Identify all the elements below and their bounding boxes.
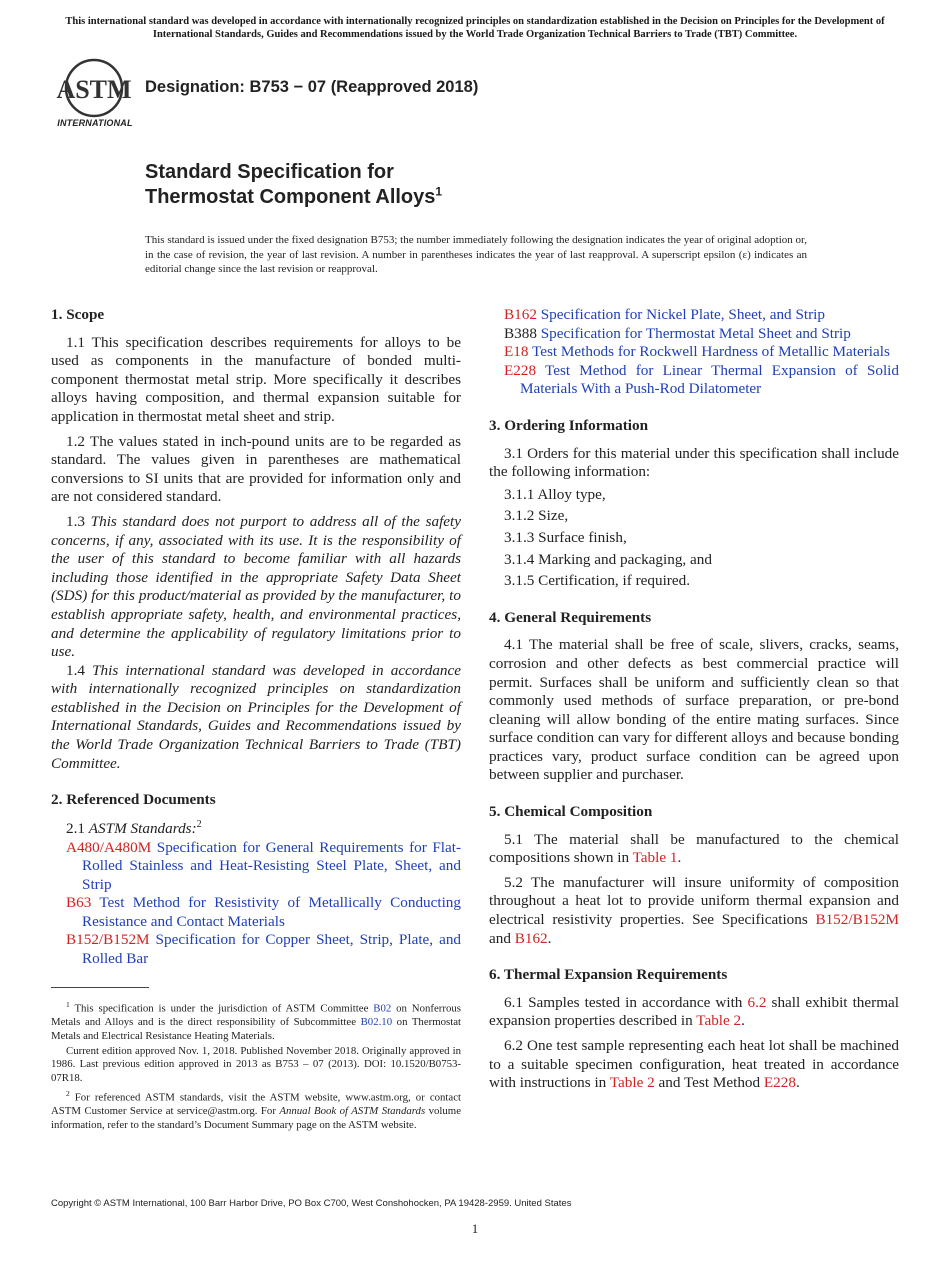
footnote-1 [51,998,461,1044]
ref-code[interactable]: B162 [504,306,537,323]
issue-note: This standard is issued under the fixed designation B753; the number immediately following the designation indicates the year of original adoption or, in the case of revision, the year of last revision. A number in parentheses indicates the year of last reapproval. A superscript epsilon (ε) indicates an editorial change since the last revision or reapproval. [145,234,807,275]
ref-code[interactable]: B152/B152M [66,931,150,949]
b162-link[interactable]: B162 [514,929,548,947]
para-5-1-end: . [677,849,682,867]
footnote-1-text-b: on Nonferrous Metals and Alloys and is the direct responsibility of Subcommittee [51,1002,461,1029]
para-1-3-number: 1.3 [66,512,85,530]
footnote-2-text-a: For referenced ASTM standards, visit the ASTM website, www.astm.org, or contact ASTM Customer Service at service@astm.org. For [51,1091,461,1118]
e228-link[interactable]: E228 [763,1074,796,1092]
table-2-link[interactable]: Table 2 [609,1074,655,1092]
para-6-2 [489,1037,899,1093]
para-6-1-text-a: 6.1 Samples tested in accordance with [504,993,748,1011]
ref-code[interactable]: E18 [504,343,529,361]
ref-code[interactable]: B63 [66,894,92,912]
ordering-item: 3.1.4 Marking and packaging, and [504,550,712,568]
para-5-2 [489,874,899,948]
ref-title[interactable]: Specification for Thermostat Metal Sheet and Strip [540,324,851,342]
para-6-2-end: . [795,1074,800,1092]
copyright-notice: Copyright © ASTM International, 100 Barr Harbor Drive, PO Box C700, West Conshohocken, PA 19428-2959. United States [51,1198,572,1209]
document-title [145,160,745,210]
para-6-2-text-a: 6.2 One test sample representing each heat lot shall be machined to a suitable specimen configuration, heat treated in accordance with instructions in [489,1037,899,1092]
section-6-2-link[interactable]: 6.2 [747,993,767,1011]
astm-logo [52,58,136,134]
para-1-1: 1.1 This specification describes requirements for alloys to be used as components in the manufacture of bonded multi-component thermostat metal strip. More specifically it describes alloys having composition, and thermal expansion suitable for application in thermostat metal sheet and strip. [51,333,461,425]
ref-item[interactable] [51,839,461,895]
ref-title[interactable]: Test Method for Resistivity of Metallically Conducting Resistance and Contact Materials [82,894,461,930]
ref-item[interactable] [489,343,899,362]
para-5-1-text: 5.1 The material shall be manufactured to the chemical compositions shown in [489,830,899,867]
left-column [51,306,461,1134]
footnote-divider [51,987,149,988]
para-1-4-number: 1.4 [66,661,85,679]
para-1-4-text: This international standard was developed in accordance with internationally recognized principles on standardization established in the Decision on Principles for the Development of International Standards, Guides and Recommendations issued by the World Trade Organization Technical Barriers to Trade (TBT) Committee. [51,661,462,772]
footnote-1-edition: Current edition approved Nov. 1, 2018. Published November 2018. Originally approved in 1986. Last previous edition approved in 2013 as B753 – 07 (2013). DOI: 10.1520/B0753-07R18. [51,1044,461,1085]
section-1-heading: 1. Scope [51,306,105,323]
title-footnote-mark: 1 [435,184,443,199]
para-2-1-number: 2.1 [66,819,85,837]
ref-code: B388 [504,324,537,342]
footnotes [51,998,461,1133]
para-5-2-end: . [547,929,552,947]
ordering-item: 3.1.1 Alloy type, [504,485,606,503]
para-5-2-mid: and [489,929,515,947]
ref-item[interactable] [51,931,461,968]
footnote-2-mark: 2 [196,818,202,830]
section-6-heading: 6. Thermal Expansion Requirements [489,966,728,984]
ref-title[interactable]: Specification for Nickel Plate, Sheet, and Strip [540,306,825,323]
para-5-2-text: 5.2 The manufacturer will insure uniformity of composition throughout a heat lot to provide uniform thermal expansion and electrical resistivity properties. See Specifications [489,873,899,929]
footnote-2-mark-text: 2 [66,1089,70,1099]
ref-code[interactable]: A480/A480M [66,838,152,856]
ref-item[interactable] [489,362,899,399]
section-2-heading: 2. Referenced Documents [51,791,216,809]
logo-international: INTERNATIONAL [57,118,133,128]
ref-title[interactable]: Test Methods for Rockwell Hardness of Metallic Materials [532,343,890,361]
ref-code[interactable]: E228 [504,361,537,379]
subcommittee-link[interactable]: B02.10 [360,1016,393,1029]
page-number: 1 [471,1221,479,1236]
designation: Designation: B753 − 07 (Reapproved 2018) [145,78,479,96]
footnote-1-text-c: on Thermostat Metals and Electrical Resistance Heating Materials. [51,1016,462,1042]
footnote-1-mark: 1 [66,999,70,1009]
ordering-item: 3.1.5 Certification, if required. [504,572,690,590]
committee-link[interactable]: B02 [373,1002,392,1015]
para-4-1: 4.1 The material shall be free of scale, slivers, cracks, seams, corrosion and other defects as best commercial practice will permit. Surfaces shall be uniform and sufficiently clean so that commonly used methods of surface preparation, or pre-bond cleaning will allow bonding of the entire mating surfaces. Since surface condition can vary for different alloys and because bonding practices vary, product surface condition can be agreed upon between supplier and purchaser. [489,636,899,784]
ref-item[interactable] [489,325,899,344]
footnote-1-text-a: This specification is under the jurisdiction of ASTM Committee [74,1002,374,1015]
section-3-heading: 3. Ordering Information [489,416,649,434]
right-column [489,306,899,1099]
title-line-1: Standard Specification for [145,161,394,183]
para-6-1-end: . [741,1012,745,1030]
footnote-2-text-b: volume information, refer to the standard’s Document Summary page on the ASTM website. [51,1105,461,1132]
para-1-2: 1.2 The values stated in inch-pound units are to be regarded as standard. The values given in parentheses are mathematical conversions to SI units that are provided for information only and are not considered standard. [51,432,461,506]
title-line-2 [145,185,745,210]
para-5-1 [489,831,899,868]
para-1-4 [51,662,461,774]
table-1-link[interactable]: Table 1 [632,849,678,867]
logo-letters: ASTM [56,75,132,104]
table-2-link[interactable]: Table 2 [696,1012,742,1030]
section-5-heading: 5. Chemical Composition [489,803,653,821]
ref-item[interactable] [51,894,461,931]
b152-link[interactable]: B152/B152M [815,911,899,929]
ref-title[interactable]: Specification for Copper Sheet, Strip, Plate, and Rolled Bar [82,931,462,968]
para-6-1 [489,994,899,1031]
ref-title[interactable]: Specification for General Requirements for Flat-Rolled Stainless and Heat-Resisting Steel Plate, Sheet, and Strip [82,838,462,893]
ordering-item: 3.1.3 Surface finish, [504,528,627,546]
ref-title[interactable]: Test Method for Linear Thermal Expansion of Solid Materials With a Push-Rod Dilatometer [520,361,899,398]
para-1-3-text: This standard does not purport to address all of the safety concerns, if any, associated with its use. It is the responsibility of the user of this standard to become familiar with all hazards including those identified in the appropriate Safety Data Sheet (SDS) for this product/material as provided by the manufacturer, to establish appropriate safety, health, and environmental practices, and determine the applicability of regulatory limitations prior to use. [51,512,462,661]
para-6-2-text-b: and Test Method [654,1074,764,1092]
para-1-3 [51,513,461,662]
para-2-1 [51,816,461,839]
footnote-2-italic: Annual Book of ASTM Standards [279,1105,426,1118]
astm-logo-icon [52,58,136,120]
para-3-1: 3.1 Orders for this material under this specification shall include the following information: [489,444,899,481]
top-notice: This international standard was developed in accordance with internationally recognized principles on standardization established in the Decision on Principles for the Development of International Standards, Guides and Recommendations issued by the World Trade Organization Technical Barriers to Trade (TBT) Committee. [65,16,885,40]
section-4-heading: 4. General Requirements [489,608,652,626]
ref-item[interactable] [489,306,899,325]
ordering-item: 3.1.2 Size, [504,507,569,525]
title-line-2-text: Thermostat Component Alloys [145,186,436,208]
para-2-1-text: ASTM Standards: [88,819,197,837]
footnote-2 [51,1087,461,1133]
para-6-1-text-b: shall exhibit thermal expansion properties described in [489,993,899,1030]
